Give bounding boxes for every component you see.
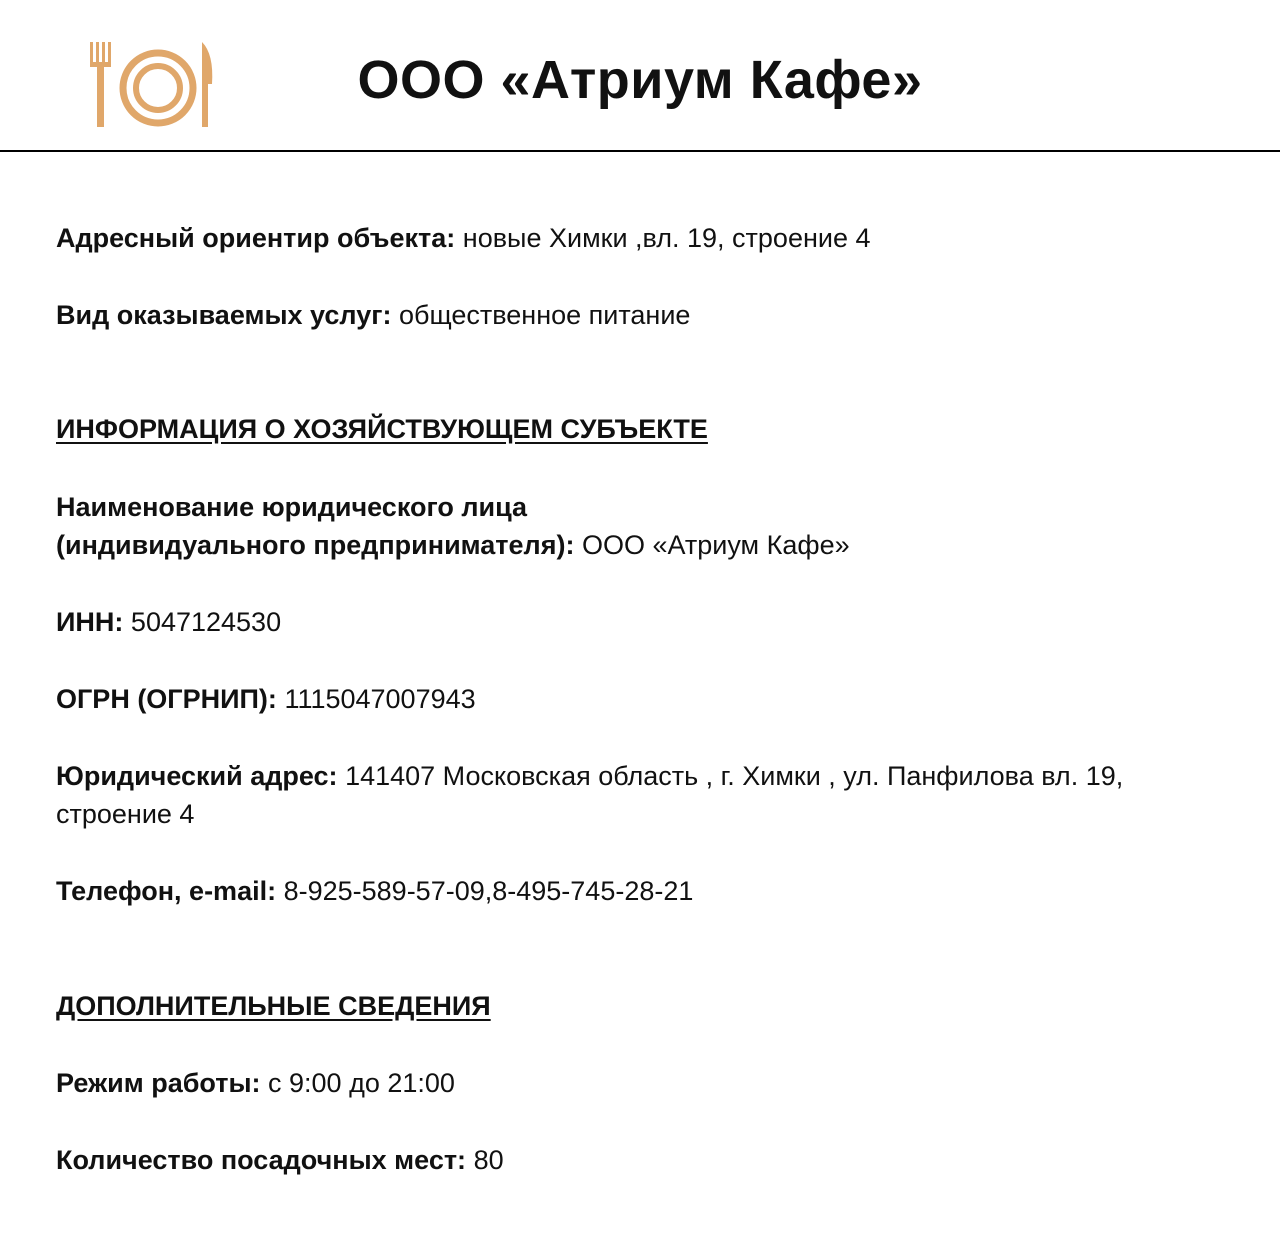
inn-row [56, 603, 1236, 641]
phone-row [56, 872, 1236, 910]
hours-label: Режим работы: [56, 1068, 261, 1098]
extra-section-title: ДОПОЛНИТЕЛЬНЫЕ СВЕДЕНИЯ [56, 991, 491, 1021]
legal-address-value: 141407 Московская область , г. Химки , ул. Панфилова вл. 19, строение 4 [56, 761, 1124, 829]
entity-name-row [56, 488, 1236, 564]
ogrn-row [56, 680, 1236, 718]
hours-row [56, 1064, 1236, 1102]
entity-name-label-line2: (индивидуального предпринимателя): [56, 530, 575, 560]
services-row [56, 296, 1236, 334]
ogrn-label: ОГРН (ОГРНИП): [56, 684, 277, 714]
object-address-row [56, 219, 1236, 257]
seats-value: 80 [473, 1145, 504, 1175]
entity-name-label-line1: Наименование юридического лица [56, 492, 528, 522]
object-address-value: новые Химки ,вл. 19, строение 4 [462, 223, 871, 253]
entity-section-title: ИНФОРМАЦИЯ О ХОЗЯЙСТВУЮЩЕМ СУБЪЕКТЕ [56, 414, 708, 444]
inn-label: ИНН: [56, 607, 124, 637]
phone-label: Телефон, e-mail: [56, 876, 277, 906]
seats-row [56, 1141, 1236, 1179]
inn-value: 5047124530 [130, 607, 282, 637]
legal-address-label: Юридический адрес: [56, 761, 338, 791]
services-label: Вид оказываемых услуг: [56, 300, 392, 330]
page-header [0, 0, 1280, 152]
phone-value: 8-925-589-57-09,8-495-745-28-21 [283, 876, 694, 906]
object-address-label: Адресный ориентир объекта: [56, 223, 456, 253]
legal-address-row [56, 757, 1206, 833]
seats-label: Количество посадочных мест: [56, 1145, 467, 1175]
entity-name-value: ООО «Атриум Кафе» [581, 530, 850, 560]
hours-value: с 9:00 до 21:00 [268, 1068, 455, 1098]
services-value: общественное питание [398, 300, 691, 330]
ogrn-value: 1115047007943 [284, 684, 476, 714]
page-title: ООО «Атриум Кафе» [357, 50, 923, 110]
